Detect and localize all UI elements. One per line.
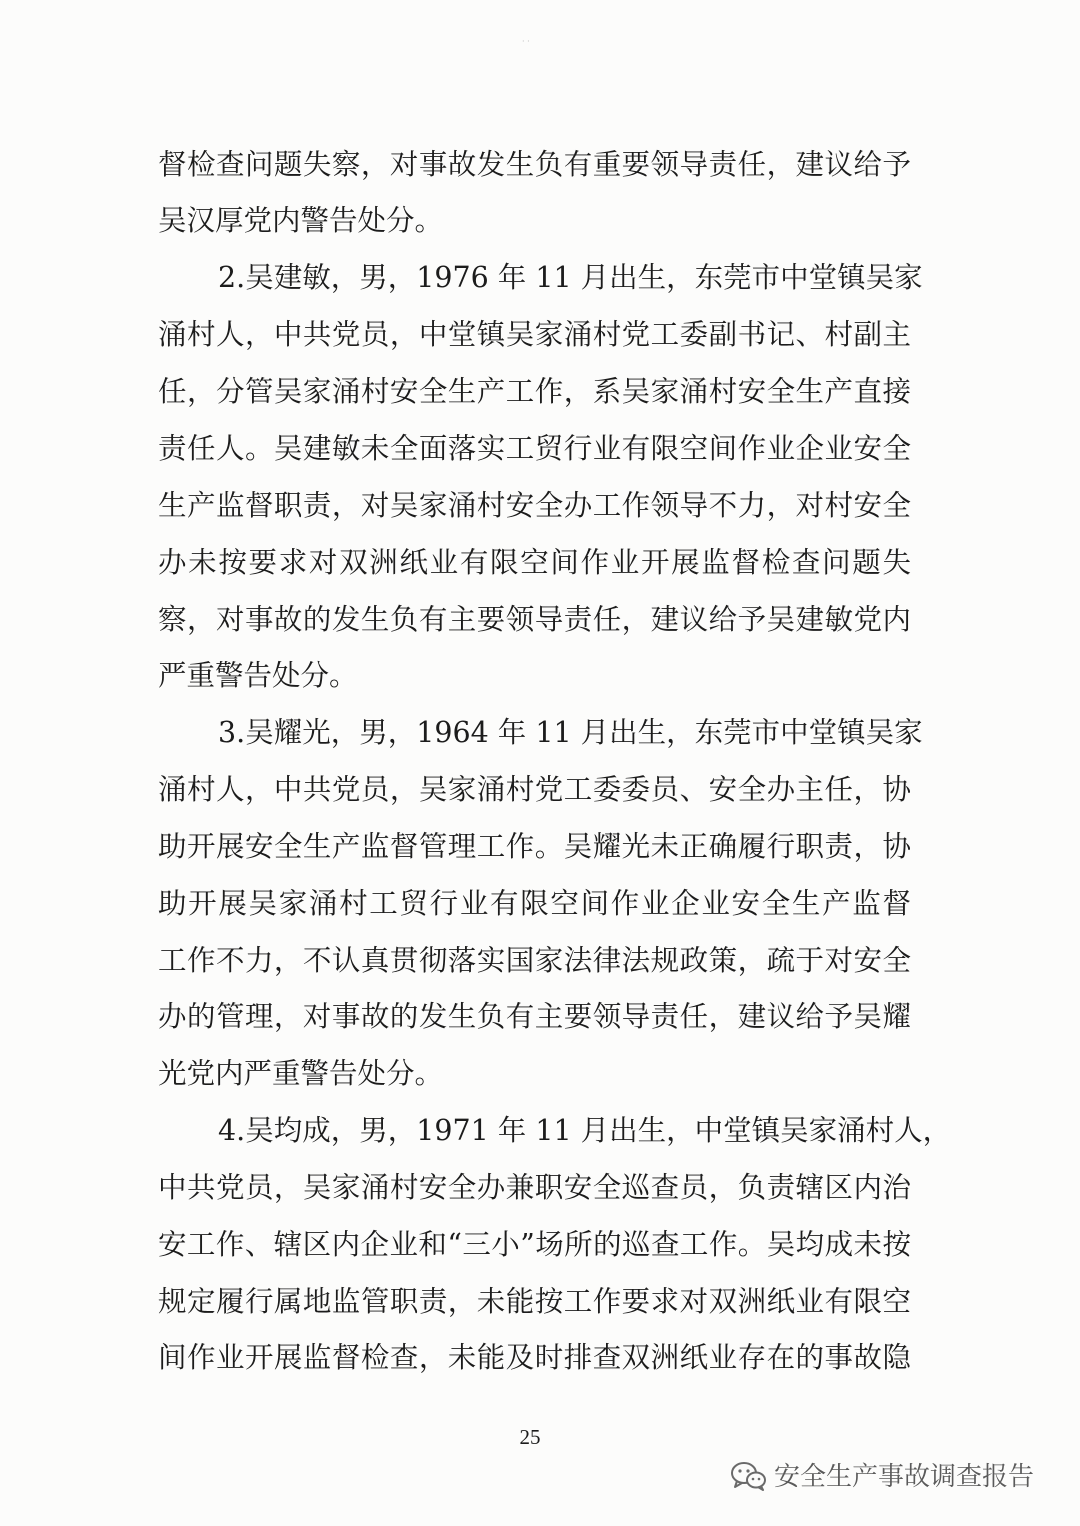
text-line: 责任人。吴建敏未全面落实工贸行业有限空间作业企业安全 xyxy=(158,432,911,465)
text-line: 4.吴均成，男，1971 年 11 月出生，中堂镇吴家涌村人， xyxy=(218,1114,952,1147)
watermark-text: 安全生产事故调查报告 xyxy=(774,1461,1035,1491)
text-line: 2.吴建敏，男，1976 年 11 月出生，东莞市中堂镇吴家 xyxy=(218,261,923,294)
text-line: 助开展吴家涌村工贸行业有限空间作业企业安全生产监督 xyxy=(158,887,911,920)
page-number: 25 xyxy=(519,1425,541,1449)
scan-speck: · · xyxy=(522,37,530,46)
text-line: 任，分管吴家涌村安全生产工作，系吴家涌村安全生产直接 xyxy=(158,375,911,408)
text-line: 间作业开展监督检查，未能及时排查双洲纸业存在的事故隐 xyxy=(158,1341,911,1374)
text-line: 察，对事故的发生负有主要领导责任，建议给予吴建敏党内 xyxy=(158,603,911,636)
text-line: 助开展安全生产监督管理工作。吴耀光未正确履行职责，协 xyxy=(158,830,911,863)
text-line: 安工作、辖区内企业和“三小”场所的巡查工作。吴均成未按 xyxy=(158,1228,911,1261)
text-line: 督检查问题失察，对事故发生负有重要领导责任，建议给予 xyxy=(158,148,911,181)
text-line: 涌村人，中共党员，吴家涌村党工委委员、安全办主任，协 xyxy=(158,773,911,806)
text-line: 严重警告处分。 xyxy=(158,659,358,692)
text-line: 中共党员，吴家涌村安全办兼职安全巡查员，负责辖区内治 xyxy=(158,1171,911,1204)
wechat-icon xyxy=(730,1460,768,1492)
text-line: 办未按要求对双洲纸业有限空间作业开展监督检查问题失 xyxy=(158,546,911,579)
text-line: 办的管理，对事故的发生负有主要领导责任，建议给予吴耀 xyxy=(158,1000,911,1033)
watermark xyxy=(730,1457,1060,1495)
text-line: 规定履行属地监管职责，未能按工作要求对双洲纸业有限空 xyxy=(158,1285,911,1318)
text-line: 3.吴耀光，男，1964 年 11 月出生，东莞市中堂镇吴家 xyxy=(218,716,923,749)
text-line: 吴汉厚党内警告处分。 xyxy=(158,204,444,237)
text-line: 涌村人，中共党员，中堂镇吴家涌村党工委副书记、村副主 xyxy=(158,318,911,351)
text-line: 光党内严重警告处分。 xyxy=(158,1057,444,1090)
text-line: 生产监督职责，对吴家涌村安全办工作领导不力，对村安全 xyxy=(158,489,911,522)
text-line: 工作不力，不认真贯彻落实国家法律法规政策，疏于对安全 xyxy=(158,944,911,977)
